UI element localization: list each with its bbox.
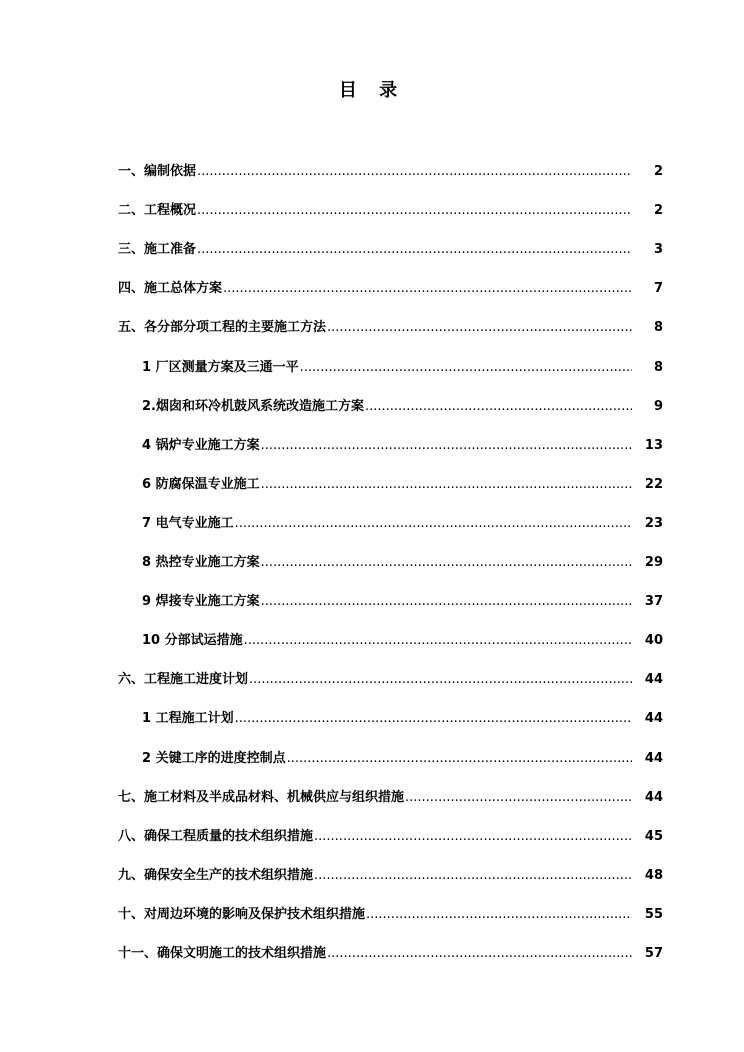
toc-entry-page-number: 44 <box>644 751 663 766</box>
toc-entry[interactable] <box>0 313 744 337</box>
toc-entry[interactable] <box>0 431 744 455</box>
toc-entry-page-number: 48 <box>644 868 663 883</box>
dot-leader <box>197 241 632 259</box>
toc-entry-title: 1 工程施工计划 <box>142 711 234 726</box>
toc-entry-page-number: 44 <box>644 711 663 726</box>
dot-leader <box>261 476 632 494</box>
dot-leader <box>405 789 632 807</box>
dot-leader <box>244 632 632 650</box>
toc-entry-page-number: 44 <box>644 672 663 687</box>
dot-leader <box>261 554 632 572</box>
toc-entry-title: 九、确保安全生产的技术组织措施 <box>118 868 314 883</box>
toc-entry-title: 2.烟囱和环冷机鼓风系统改造施工方案 <box>142 399 364 414</box>
toc-entry-title: 七、施工材料及半成品材料、机械供应与组织措施 <box>118 790 405 805</box>
toc-entry-title: 9 焊接专业施工方案 <box>142 594 260 609</box>
toc-entry-page-number: 57 <box>644 946 663 961</box>
toc-entry-title: 1 厂区测量方案及三通一平 <box>142 360 299 375</box>
toc-entry-title: 十一、确保文明施工的技术组织措施 <box>118 946 327 961</box>
toc-entry-title: 8 热控专业施工方案 <box>142 555 260 570</box>
toc-entry-title: 四、施工总体方案 <box>118 281 223 296</box>
toc-entry[interactable] <box>0 587 744 611</box>
dot-leader <box>223 280 632 298</box>
toc-entry[interactable] <box>0 157 744 181</box>
toc-entry[interactable] <box>0 353 744 377</box>
toc-entry[interactable] <box>0 744 744 768</box>
toc-entry[interactable] <box>0 196 744 220</box>
toc-entry-title: 六、工程施工进度计划 <box>118 672 249 687</box>
toc-entry[interactable] <box>0 665 744 689</box>
dot-leader <box>365 398 632 416</box>
toc-entry[interactable] <box>0 470 744 494</box>
toc-entry-page-number: 8 <box>653 320 663 335</box>
dot-leader <box>327 945 632 963</box>
dot-leader <box>314 828 632 846</box>
toc-entry[interactable] <box>0 509 744 533</box>
toc-entry[interactable] <box>0 861 744 885</box>
toc-entry-title: 一、编制依据 <box>118 164 197 179</box>
toc-entry[interactable] <box>0 900 744 924</box>
toc-entry-page-number: 13 <box>644 438 663 453</box>
dot-leader <box>327 319 632 337</box>
toc-entry-title: 五、各分部分项工程的主要施工方法 <box>118 320 327 335</box>
dot-leader <box>197 163 632 181</box>
toc-entry-page-number: 3 <box>653 242 663 257</box>
toc-entry-page-number: 2 <box>653 203 663 218</box>
toc-entry-title: 6 防腐保温专业施工 <box>142 477 260 492</box>
toc-entry-page-number: 8 <box>653 360 663 375</box>
dot-leader <box>287 750 632 768</box>
toc-entry-page-number: 44 <box>644 790 663 805</box>
toc-entry-page-number: 37 <box>644 594 663 609</box>
toc-entry-title: 三、施工准备 <box>118 242 197 257</box>
toc-entry[interactable] <box>0 626 744 650</box>
dot-leader <box>249 671 632 689</box>
toc-entry[interactable] <box>0 704 744 728</box>
dot-leader <box>300 359 632 377</box>
toc-entry-title: 十、对周边环境的影响及保护技术组织措施 <box>118 907 366 922</box>
toc-entry-page-number: 23 <box>644 516 663 531</box>
toc-entry-page-number: 45 <box>644 829 663 844</box>
toc-entry-page-number: 9 <box>653 399 663 414</box>
toc-entry[interactable] <box>0 939 744 963</box>
dot-leader <box>366 906 632 924</box>
dot-leader <box>314 867 632 885</box>
toc-entry-title: 八、确保工程质量的技术组织措施 <box>118 829 314 844</box>
toc-entry-page-number: 29 <box>644 555 663 570</box>
dot-leader <box>197 202 632 220</box>
toc-entry-title: 2 关键工序的进度控制点 <box>142 751 286 766</box>
page-title: 目 录 <box>338 80 406 101</box>
toc-entry-title: 二、工程概况 <box>118 203 197 218</box>
toc-entry-title: 7 电气专业施工 <box>142 516 234 531</box>
toc-entry[interactable] <box>0 392 744 416</box>
dot-leader <box>261 437 632 455</box>
toc-entry[interactable] <box>0 548 744 572</box>
toc-entry-title: 10 分部试运措施 <box>142 633 243 648</box>
toc-entry-title: 4 锅炉专业施工方案 <box>142 438 260 453</box>
toc-entry-page-number: 22 <box>644 477 663 492</box>
toc-entry-page-number: 40 <box>644 633 663 648</box>
toc-entry[interactable] <box>0 822 744 846</box>
toc-entry[interactable] <box>0 274 744 298</box>
dot-leader <box>261 593 632 611</box>
toc-entry-page-number: 7 <box>653 281 663 296</box>
dot-leader <box>235 515 632 533</box>
toc-entry[interactable] <box>0 235 744 259</box>
dot-leader <box>235 710 632 728</box>
toc-entry-page-number: 2 <box>653 164 663 179</box>
toc-entry[interactable] <box>0 783 744 807</box>
toc-entry-page-number: 55 <box>644 907 663 922</box>
